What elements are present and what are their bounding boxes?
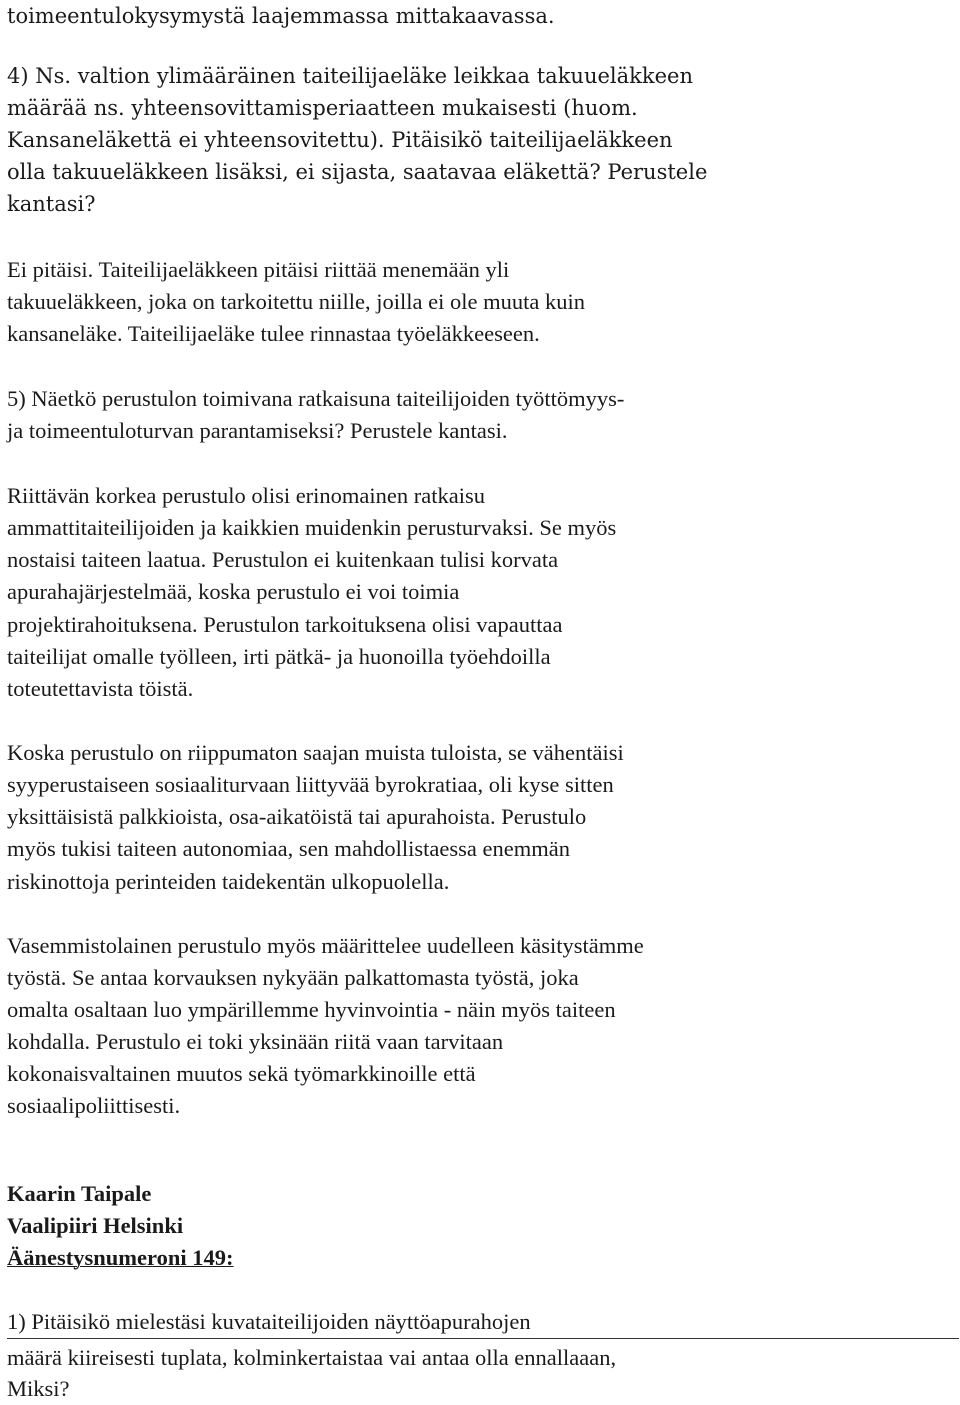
- answer-5-line: apurahajärjestelmää, koska perustulo ei voi toimia: [7, 579, 460, 604]
- question-1-line: määrä kiireisesti tuplata, kolminkertaistaa vai antaa olla ennallaaan,: [7, 1345, 617, 1370]
- candidate-name: Kaarin Taipale: [7, 1181, 152, 1206]
- answer-5-line: kokonaisvaltainen muutos sekä työmarkkinoille että: [7, 1061, 476, 1086]
- answer-5-line: kohdalla. Perustulo ei toki yksinään riitä vaan tarvitaan: [7, 1029, 504, 1054]
- question-4-line: olla takuueläkkeen lisäksi, ei sijasta, saatavaa eläkettä? Perustele: [7, 160, 708, 184]
- answer-5-line: myös tukisi taiteen autonomiaa, sen mahdollistaessa enemmän: [7, 836, 570, 861]
- section-divider: [7, 1338, 959, 1339]
- answer-5-line: yksittäisistä palkkioista, osa-aikatöistä tai apurahoista. Perustulo: [7, 804, 587, 829]
- question-5-line: ja toimeentuloturvan parantamiseksi? Perustele kantasi.: [7, 418, 508, 443]
- candidate-number: Äänestysnumeroni 149:: [7, 1245, 234, 1270]
- answer-5-line: syyperustaiseen sosiaaliturvaan liittyvää byrokratiaa, oli kyse sitten: [7, 772, 614, 797]
- question-4-line: Kansaneläkettä ei yhteensovitettu). Pitäisikö taiteilijaeläkkeen: [7, 128, 673, 152]
- answer-5-line: Riittävän korkea perustulo olisi erinomainen ratkaisu: [7, 483, 486, 508]
- answer-4-line: Ei pitäisi. Taiteilijaeläkkeen pitäisi riittää menemään yli: [7, 257, 510, 282]
- answer-4-line: takuueläkkeen, joka on tarkoitettu niille, joilla ei ole muuta kuin: [7, 289, 585, 314]
- answer-5-line: projektirahoituksena. Perustulon tarkoituksena olisi vapauttaa: [7, 612, 563, 637]
- question-4-line: 4) Ns. valtion ylimääräinen taiteilijaeläke leikkaa takuueläkkeen: [7, 64, 693, 88]
- answer-5-line: ammattitaiteilijoiden ja kaikkien muidenkin perusturvaksi. Se myös: [7, 515, 617, 540]
- answer-5-line: taiteilijat omalle työlleen, irti pätkä- ja huonoilla työehdoilla: [7, 644, 551, 669]
- answer-5-line: Vasemmistolainen perustulo myös määrittelee uudelleen käsitystämme: [7, 933, 644, 958]
- candidate-district: Vaalipiiri Helsinki: [7, 1213, 184, 1238]
- answer-5-line: Koska perustulo on riippumaton saajan muista tuloista, se vähentäisi: [7, 740, 624, 765]
- question-1-line: 1) Pitäisikö mielestäsi kuvataiteilijoiden näyttöapurahojen: [7, 1309, 531, 1334]
- answer-5-line: toteutettavista töistä.: [7, 676, 194, 701]
- answer-5-line: riskinottoja perinteiden taidekentän ulkopuolella.: [7, 869, 450, 894]
- question-1-line: Miksi?: [7, 1376, 70, 1401]
- answer-5-line: omalta osaltaan luo ympärillemme hyvinvointia - näin myös taiteen: [7, 997, 616, 1022]
- answer-5-line: työstä. Se antaa korvauksen nykyään palkattomasta työstä, joka: [7, 965, 579, 990]
- question-4-line: kantasi?: [7, 192, 96, 216]
- question-5-line: 5) Näetkö perustulon toimivana ratkaisuna taiteilijoiden työttömyys-: [7, 386, 625, 411]
- answer-5-line: nostaisi taiteen laatua. Perustulon ei kuitenkaan tulisi korvata: [7, 547, 559, 572]
- answer-5-line: sosiaalipoliittisesti.: [7, 1093, 181, 1118]
- answer-4-line: kansaneläke. Taiteilijaeläke tulee rinnastaa työeläkkeeseen.: [7, 321, 540, 346]
- question-4-line: määrää ns. yhteensovittamisperiaatteen mukaisesti (huom.: [7, 96, 638, 120]
- text-line: toimeentulokysymystä laajemmassa mittakaavassa.: [7, 4, 555, 28]
